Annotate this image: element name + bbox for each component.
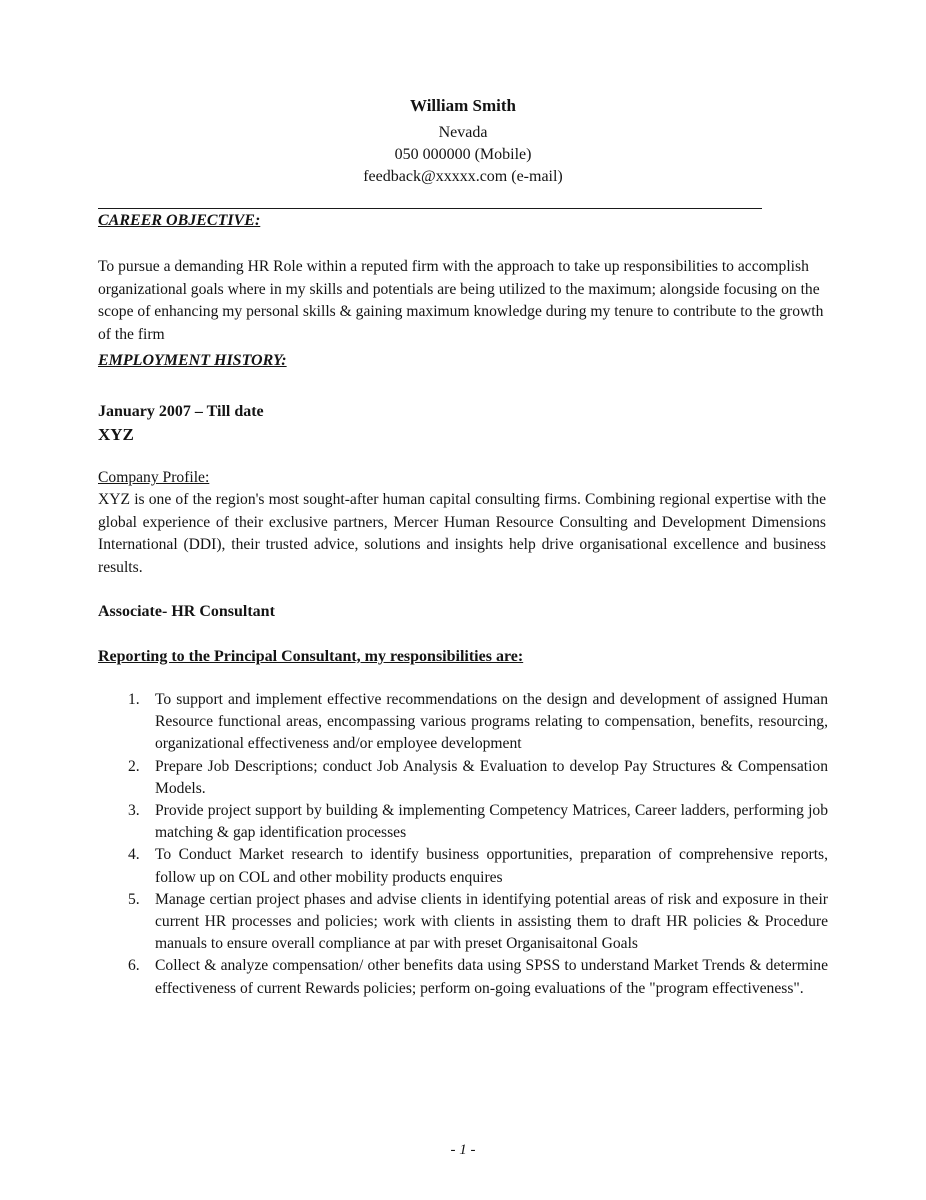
list-item-text: Manage certian project phases and advise clients in identifying potential areas of risk and exposure in their current HR processes and policies; work with clients in assisting them to draft HR policies & Procedure manuals to ensure overall compliance at par with preset Organisaitonal Goals (155, 890, 828, 953)
career-objective-heading: CAREER OBJECTIVE: (98, 212, 261, 229)
job-title: Associate- HR Consultant (98, 603, 275, 620)
page-number: - 1 - (450, 1142, 476, 1158)
candidate-email: feedback@xxxxx.com (e-mail) (363, 168, 563, 185)
list-item-text: Provide project support by building & implementing Competency Matrices, Career ladders, performing job matching & gap identification processes (155, 802, 828, 842)
list-item (128, 689, 828, 756)
responsibilities-list (128, 689, 828, 1000)
list-item-text: Prepare Job Descriptions; conduct Job Analysis & Evaluation to develop Pay Structures & Compensation Models. (155, 757, 828, 797)
list-item-number: 4. (128, 846, 140, 864)
list-item (128, 889, 828, 956)
candidate-location: Nevada (438, 124, 488, 141)
company-profile-label: Company Profile: (98, 469, 210, 486)
job-date-range: January 2007 – Till date (98, 403, 264, 420)
list-item-number: 5. (128, 890, 140, 908)
list-item-number: 6. (128, 957, 140, 975)
list-item-text: To Conduct Market research to identify business opportunities, preparation of comprehensive reports, follow up on COL and other mobility products enquires (155, 846, 828, 886)
list-item (128, 756, 828, 800)
employment-history-heading: EMPLOYMENT HISTORY: (98, 352, 287, 369)
list-item-text: To support and implement effective recommendations on the design and development of assigned Human Resource functional areas, encompassing various programs relating to compensation, benefits, resourcing, organizational effectiveness and/or employee development (155, 691, 828, 753)
reporting-line: Reporting to the Principal Consultant, my responsibilities are: (98, 648, 524, 665)
list-item-number: 2. (128, 757, 140, 775)
header-divider (98, 208, 762, 209)
list-item (128, 844, 828, 888)
candidate-phone: 050 000000 (Mobile) (394, 146, 532, 163)
list-item-number: 1. (128, 691, 140, 708)
company-profile-text: XYZ is one of the region's most sought-after human capital consulting firms. Combining regional expertise with the global experience of their exclusive partners, Mercer Human Resource Consulting and Development Dimensions International (DDI), their trusted advice, solutions and insights help drive organisational excellence and business results. (98, 491, 826, 576)
list-item-text: Collect & analyze compensation/ other benefits data using SPSS to understand Market Trends & determine effectiveness of current Rewards policies; perform on-going evaluations of the "program effectiveness". (155, 957, 828, 997)
list-item-number: 3. (128, 802, 140, 820)
candidate-name: William Smith (410, 96, 516, 115)
career-objective-text: To pursue a demanding HR Role within a reputed firm with the approach to take up responsibilities to accomplish organizational goals where in my skills and potentials are being utilized to the maximum; alongside focusing on the scope of enhancing my personal skills & gaining maximum knowledge during my tenure to contribute to the growth of the firm (98, 258, 824, 343)
job-company: XYZ (98, 425, 134, 444)
list-item (128, 800, 828, 844)
list-item (128, 955, 828, 999)
